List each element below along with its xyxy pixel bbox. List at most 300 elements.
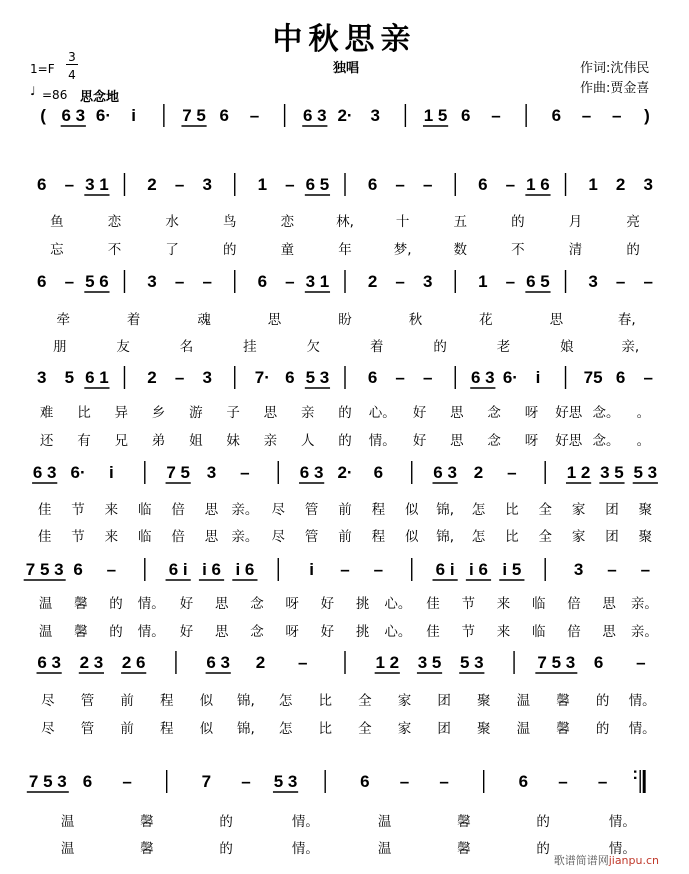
lyric-char: 的 [109, 596, 123, 612]
lyric-char: 温 [60, 841, 75, 857]
lyric-char: 管 [304, 502, 319, 518]
lyric-char: 欠 [306, 339, 321, 355]
lyric-char: 聚 [476, 693, 491, 709]
lyric-char: 来 [104, 529, 119, 545]
lyric-char: 怎 [278, 721, 293, 737]
lyric-char: 的 [433, 339, 447, 355]
lyric-char: 梦, [393, 242, 412, 258]
jianpu-note: – [64, 175, 75, 194]
lyric-char: 来 [496, 596, 511, 612]
lyric-char: 比 [318, 721, 332, 737]
jianpu-note: 3 [206, 463, 217, 482]
lyric-char: 馨 [140, 841, 154, 857]
lyric-char: 临 [138, 502, 152, 518]
lyric-char: 的 [222, 242, 237, 258]
lyric-char: 尽 [271, 502, 286, 518]
lyric-char: 馨 [556, 693, 570, 709]
lyric-char: 临 [138, 529, 152, 545]
jianpu-note: – [122, 772, 132, 791]
jianpu-note: 6 3 [37, 653, 61, 672]
jianpu-note: – [505, 272, 516, 291]
lyric-char: 亲 [263, 433, 278, 449]
lyric-char: 程 [371, 502, 386, 518]
lyric-char: 牵 [56, 312, 70, 328]
jianpu-note: – [174, 175, 185, 194]
lyric-char: 馨 [140, 814, 154, 830]
jianpu-note: 3 [202, 368, 212, 387]
jianpu-note: 6 [478, 175, 488, 194]
jianpu-note: 6 [367, 368, 378, 387]
jianpu-note: 5 3 [305, 368, 330, 387]
jianpu-note: 6 [219, 106, 229, 125]
lyric-char: 了 [165, 242, 179, 258]
jianpu-note: 3 1 [85, 175, 109, 194]
lyric-char: 好思 [555, 433, 583, 449]
jianpu-note: – [373, 560, 384, 579]
lyric-char: 年 [338, 242, 352, 258]
lyric-char: 全 [358, 693, 372, 709]
jianpu-note: 6 [257, 272, 268, 291]
composer-credit: 作曲:贾金喜 [580, 81, 650, 96]
lyric-char: 前 [120, 721, 134, 737]
lyric-char: 锦, [436, 529, 455, 545]
lyric-char: 呀 [285, 624, 299, 640]
jianpu-note: i 6 [469, 560, 488, 579]
lyric-char: 童 [280, 242, 295, 258]
jianpu-note: 75 [583, 368, 603, 387]
lyric-char: 好 [320, 624, 335, 640]
lyric-char: 兄 [114, 433, 128, 449]
jianpu-note: 2 [367, 272, 378, 291]
lyric-char: 温 [516, 693, 531, 709]
lyric-char: 节 [71, 502, 85, 518]
lyric-char: 好 [412, 433, 427, 449]
jianpu-note: 1 6 [526, 175, 550, 194]
jianpu-note: – [597, 772, 608, 791]
lyric-char: 聚 [476, 721, 491, 737]
lyric-char: 倍 [171, 502, 185, 518]
lyric-char: 的 [626, 242, 640, 258]
lyric-char: 忘 [50, 242, 64, 258]
lyric-char: 馨 [457, 841, 471, 857]
lyric-char: 倍 [567, 596, 581, 612]
lyric-char: 思 [263, 405, 278, 421]
jianpu-note: – [611, 106, 622, 125]
jianpu-note: 3 [147, 272, 157, 291]
jianpu-note: i [309, 560, 314, 579]
lyric-char: 念 [250, 596, 264, 612]
jianpu-note: 2 3 [79, 653, 104, 672]
jianpu-note: – [643, 272, 653, 291]
watermark [554, 852, 659, 868]
lyric-char: 管 [80, 693, 95, 709]
lyric-char: 有 [77, 433, 91, 449]
lyric-char: 异 [114, 405, 128, 421]
jianpu-note: 6· [70, 463, 86, 482]
jianpu-note: 6· [502, 368, 518, 387]
jianpu-note: ) [644, 106, 650, 125]
jianpu-note: 7 5 [182, 106, 206, 125]
jianpu-note: 6 3 [302, 106, 327, 125]
lyric-char: 怎 [471, 529, 486, 545]
lyric-char: 思 [204, 529, 219, 545]
jianpu-note: 2 [255, 653, 266, 672]
lyric-char: 尽 [41, 693, 55, 709]
lyric-char: 的 [219, 814, 233, 830]
lyric-char: 聚 [638, 529, 653, 545]
jianpu-note: – [64, 272, 75, 291]
lyric-char: 的 [595, 721, 610, 737]
lyric-char: 五 [453, 214, 468, 230]
lyric-char: 倍 [567, 624, 581, 640]
jianpu-note: 6 3 [471, 368, 495, 387]
jianpu-note: – [249, 106, 260, 125]
lyric-char: 清 [568, 242, 583, 258]
jianpu-note: 3 1 [305, 272, 330, 291]
lyric-char: 温 [38, 624, 53, 640]
lyric-char: 恋 [280, 214, 295, 230]
lyric-char: 情。 [608, 814, 636, 830]
jianpu-note: 2 [473, 463, 484, 482]
jianpu-note: – [174, 368, 185, 387]
lyric-char: 鸟 [222, 214, 237, 230]
lyric-char: 呀 [524, 433, 539, 449]
key-signature: 1=F [30, 62, 55, 76]
jianpu-note: ( [40, 106, 46, 125]
jianpu-note: – [399, 772, 410, 791]
jianpu-note: 2· [337, 463, 353, 482]
jianpu-note: – [202, 272, 212, 291]
lyric-char: 团 [605, 502, 619, 518]
lyric-char: 尽 [41, 721, 55, 737]
jianpu-note: 2 [615, 175, 626, 194]
lyric-char: 挑 [355, 624, 370, 640]
jianpu-note: 3 [573, 560, 584, 579]
lyric-char: 来 [104, 502, 119, 518]
jianpu-note: 6 i [435, 560, 455, 579]
jianpu-note: – [285, 272, 295, 291]
jianpu-note: 6 i [168, 560, 188, 579]
lyric-char: 亮 [626, 214, 640, 230]
lyric-char: 恋 [107, 214, 122, 230]
lyric-char: 前 [120, 693, 134, 709]
jianpu-note: 6 [615, 368, 626, 387]
lyric-char: 似 [404, 502, 419, 518]
lyric-char: 前 [338, 502, 352, 518]
watermark-url: jianpu.cn [608, 854, 659, 867]
lyric-char: 倍 [171, 529, 185, 545]
lyric-char: 乡 [151, 405, 166, 421]
lyric-char: 十 [395, 214, 410, 230]
lyric-char: 情。 [608, 841, 636, 857]
lyric-char: 管 [304, 529, 319, 545]
jianpu-note: – [422, 175, 433, 194]
lyric-char: 情。 [628, 693, 656, 709]
lyric-char: 尽 [271, 529, 286, 545]
lyric-char: 佳 [37, 502, 52, 518]
lyric-char: 温 [377, 814, 392, 830]
jianpu-note: i 6 [235, 560, 255, 579]
jianpu-note: 6 3 [61, 106, 86, 125]
lyric-char: 秋 [408, 312, 423, 328]
lyric-char: 念。 [592, 405, 620, 421]
lyric-char: 挂 [243, 339, 257, 355]
lyric-char: 临 [531, 596, 546, 612]
lyric-char: 节 [461, 596, 476, 612]
lyric-char: 鱼 [50, 214, 64, 230]
lyric-char: 程 [159, 693, 174, 709]
jianpu-note: 6 5 [526, 272, 550, 291]
lyric-char: 家 [397, 721, 412, 737]
lyric-char: 娘 [560, 339, 574, 355]
jianpu-note: 5 6 [85, 272, 109, 291]
lyric-char: 的 [536, 814, 550, 830]
lyric-char: 临 [531, 624, 546, 640]
jianpu-note: – [174, 272, 185, 291]
lyric-char: 着 [126, 312, 141, 328]
lyric-char: 呀 [285, 596, 299, 612]
lyric-char: 情。 [368, 433, 396, 449]
jianpu-note: i [109, 463, 114, 482]
jianpu-note: – [507, 463, 517, 482]
jianpu-note: – [395, 272, 405, 291]
lyric-char: 念 [487, 433, 501, 449]
jianpu-note: 5 3 [633, 463, 658, 482]
lyric-char: 比 [318, 693, 332, 709]
lyric-char: 来 [496, 624, 511, 640]
jianpu-note: 6 5 [305, 175, 330, 194]
jianpu-note: 7 5 3 [25, 560, 64, 579]
lyric-char: 馨 [74, 596, 88, 612]
jianpu-note: – [240, 463, 250, 482]
jianpu-note: 2 [147, 368, 157, 387]
lyric-char: 怎 [471, 502, 486, 518]
lyric-char: 的 [109, 624, 123, 640]
lyric-char: 的 [338, 405, 352, 421]
lyric-char: 团 [437, 721, 451, 737]
jianpu-note: – [241, 772, 251, 791]
jianpu-note: – [643, 368, 653, 387]
lyric-char: 思 [214, 624, 229, 640]
lyric-char: 节 [71, 529, 85, 545]
lyric-char: 家 [397, 693, 412, 709]
lyric-char: 锦, [237, 693, 255, 709]
jianpu-note: 6 1 [85, 368, 109, 387]
jianpu-note: 3 [422, 272, 433, 291]
lyric-char: 亲, [621, 339, 640, 355]
lyric-char: 挑 [355, 596, 370, 612]
jianpu-note: – [395, 368, 405, 387]
lyric-char: 比 [505, 502, 519, 518]
lyric-char: 着 [369, 339, 384, 355]
jianpu-note: 3 [370, 106, 380, 125]
jianpu-note: – [505, 175, 516, 194]
lyric-char: 温 [60, 814, 75, 830]
jianpu-note: – [297, 653, 308, 672]
lyric-char: 念。 [592, 433, 620, 449]
lyric-char: 思 [267, 312, 282, 328]
lyric-char: 亲。 [630, 596, 658, 612]
tempo-marking: =86 [42, 88, 68, 102]
jianpu-note: – [581, 106, 592, 125]
jianpu-note: 1 2 [566, 463, 591, 482]
lyric-char: 锦, [436, 502, 455, 518]
jianpu-note: – [439, 772, 449, 791]
lyric-char: 思 [602, 624, 616, 640]
lyricist-credit: 作词:沈伟民 [580, 61, 650, 76]
lyric-char: 亲 [300, 405, 315, 421]
jianpu-note: 6 3 [299, 463, 324, 482]
jianpu-note: 3 [37, 368, 47, 387]
jianpu-note: 3 [202, 175, 212, 194]
time-numerator: 3 [66, 50, 78, 65]
jianpu-note: 7· [254, 368, 270, 387]
lyric-char: 弟 [151, 433, 166, 449]
lyric-char: 不 [107, 242, 122, 258]
lyric-char: 的 [511, 214, 525, 230]
jianpu-note: – [558, 772, 568, 791]
lyric-char: 馨 [74, 624, 88, 640]
jianpu-note: i [535, 368, 541, 387]
jianpu-note: – [491, 106, 501, 125]
lyric-char: 温 [38, 596, 53, 612]
lyric-char: 的 [595, 693, 610, 709]
lyric-char: 心。 [384, 596, 412, 612]
watermark-site: 歌谱简谱网 [553, 854, 609, 867]
jianpu-note: 5 3 [273, 772, 298, 791]
lyric-char: 温 [516, 721, 531, 737]
jianpu-note: 2 [147, 175, 157, 194]
jianpu-note: 2· [337, 106, 353, 125]
jianpu-note: 3 5 [600, 463, 624, 482]
lyric-char: 似 [199, 693, 214, 709]
repeat-dots: : [632, 764, 639, 783]
jianpu-note: 5 [64, 368, 75, 387]
lyric-char: 全 [538, 502, 552, 518]
lyric-char: 好 [179, 624, 194, 640]
lyric-char: 前 [338, 529, 352, 545]
lyric-char: 团 [605, 529, 619, 545]
lyric-char: 还 [39, 433, 54, 449]
jianpu-note: 1 5 [423, 106, 448, 125]
lyric-char: 温 [377, 841, 392, 857]
lyric-char: 月 [568, 214, 583, 230]
lyric-char: 似 [404, 529, 419, 545]
lyric-char: 思 [602, 596, 616, 612]
lyric-char: 团 [437, 693, 451, 709]
lyric-char: 不 [511, 242, 525, 258]
jianpu-note: 7 5 [166, 463, 190, 482]
jianpu-note: – [395, 175, 405, 194]
jianpu-note: – [636, 653, 646, 672]
lyric-char: 比 [505, 529, 519, 545]
jianpu-note: 3 [588, 272, 598, 291]
lyric-char: 情。 [291, 814, 319, 830]
jianpu-note: – [607, 560, 617, 579]
jianpu-note: 6 [285, 368, 295, 387]
jianpu-note: 6 [518, 772, 529, 791]
lyric-char: 水 [165, 214, 179, 230]
lyric-char: 心。 [368, 405, 396, 421]
jianpu-note: i 6 [202, 560, 221, 579]
lyric-char: 佳 [426, 596, 440, 612]
lyric-char: 思 [204, 502, 219, 518]
lyric-char: 锦, [237, 721, 255, 737]
jianpu-note: – [422, 368, 433, 387]
lyric-char: 。 [636, 405, 651, 421]
lyric-char: 聚 [638, 502, 653, 518]
lyric-char: 思 [549, 312, 564, 328]
lyric-char: 朋 [52, 339, 67, 355]
lyric-char: 友 [116, 339, 130, 355]
jianpu-note: 6 [551, 106, 562, 125]
lyric-char: 好 [179, 596, 194, 612]
jianpu-note: 1 [257, 175, 268, 194]
lyric-char: 情。 [137, 624, 165, 640]
lyric-char: 数 [453, 242, 468, 258]
jianpu-note: 1 [478, 272, 488, 291]
jianpu-note: 6 3 [206, 653, 231, 672]
lyric-char: 春, [617, 312, 636, 328]
time-denominator: 4 [68, 68, 76, 82]
lyric-char: 思 [214, 596, 229, 612]
jianpu-note: 3 [643, 175, 653, 194]
jianpu-note: 6 3 [32, 463, 57, 482]
jianpu-note: 6 [367, 175, 378, 194]
jianpu-note: 6 [461, 106, 471, 125]
lyric-char: 全 [538, 529, 552, 545]
jianpu-note: 6 [82, 772, 93, 791]
lyric-char: 程 [371, 529, 386, 545]
lyric-char: 情。 [291, 841, 319, 857]
jianpu-note: 2 6 [121, 653, 146, 672]
performance-type: 独唱 [333, 61, 360, 76]
jianpu-note: – [640, 560, 651, 579]
lyric-char: 难 [39, 405, 54, 421]
jianpu-note: 1 2 [375, 653, 400, 672]
lyric-char: 好思 [555, 405, 583, 421]
jianpu-note: 7 [201, 772, 212, 791]
jianpu-note: 6 [593, 653, 604, 672]
lyric-char: 念 [487, 405, 501, 421]
lyric-char: 家 [571, 502, 586, 518]
song-title: 中秋思亲 [272, 22, 417, 57]
jianpu-note: 5 3 [459, 653, 484, 672]
expression-marking: 思念地 [80, 90, 120, 105]
lyric-char: 管 [80, 721, 95, 737]
lyric-char: 人 [300, 433, 315, 449]
jianpu-note: – [340, 560, 350, 579]
lyric-char: 名 [179, 339, 194, 355]
lyric-char: 比 [77, 405, 91, 421]
lyric-char: 节 [461, 624, 476, 640]
lyric-char: 游 [189, 405, 203, 421]
lyric-char: 林, [336, 214, 354, 230]
jianpu-note: 7 5 3 [28, 772, 67, 791]
lyric-char: 亲。 [630, 624, 658, 640]
jianpu-note: 6 [360, 772, 370, 791]
lyric-char: 好 [412, 405, 427, 421]
lyric-char: 的 [219, 841, 233, 857]
jianpu-note: 6 [73, 560, 83, 579]
lyric-char: 姐 [189, 433, 203, 449]
lyric-char: 全 [358, 721, 372, 737]
lyric-char: 。 [636, 433, 651, 449]
lyric-char: 佳 [426, 624, 440, 640]
jianpu-note: 7 5 3 [537, 653, 576, 672]
lyric-char: 老 [496, 339, 511, 355]
lyric-char: 亲。 [231, 529, 259, 545]
